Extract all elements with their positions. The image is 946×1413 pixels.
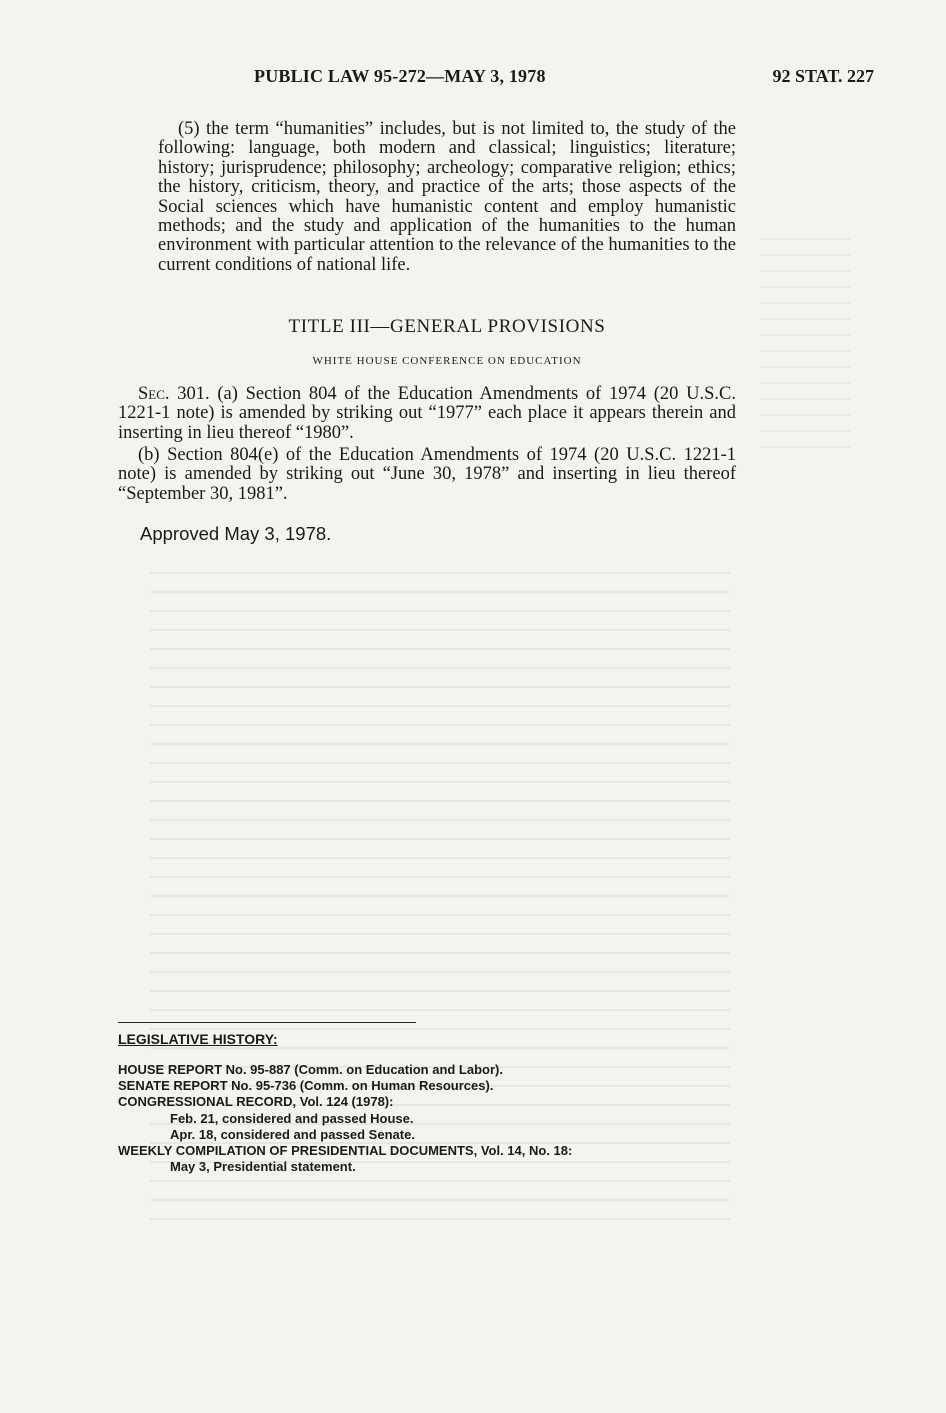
legislative-history-heading: LEGISLATIVE HISTORY: <box>118 1031 278 1047</box>
history-entry-weekly-compilation: WEEKLY COMPILATION OF PRESIDENTIAL DOCUMENTS, Vol. 14, No. 18: <box>118 1143 573 1159</box>
section-heading: WHITE HOUSE CONFERENCE ON EDUCATION <box>312 355 582 367</box>
title-heading: TITLE III—GENERAL PROVISIONS <box>288 316 606 337</box>
page-header-stat-citation: 92 STAT. 227 <box>772 66 874 86</box>
legislative-history-list <box>118 1062 738 1175</box>
section-301-paragraph-a <box>118 385 736 443</box>
history-entry-house-report: HOUSE REPORT No. 95-887 (Comm. on Education and Labor). <box>118 1062 503 1077</box>
history-entry-presidential-statement: May 3, Presidential statement. <box>170 1159 356 1175</box>
humanities-definition-paragraph: (5) the term “humanities” includes, but is not limited to, the study of the following: language, both modern and classical; linguistics; literature; history; jurisprudence; philosophy; archeology; comparative religion; ethics; the history, criticism, theory, and practice of the arts; those aspects of the Social sciences which have humanistic content and employ humanistic methods; and the study and application of the humanities to the human environment with particular attention to the relevance of the humanities to the current conditions of national life. <box>158 119 736 275</box>
history-entry-senate-report: SENATE REPORT No. 95-736 (Comm. on Human Resources). <box>118 1078 494 1094</box>
history-entry-congressional-record: CONGRESSIONAL RECORD, Vol. 124 (1978): <box>118 1094 394 1110</box>
section-301-label: Sec. 301. <box>138 384 210 404</box>
page-header-title: PUBLIC LAW 95-272—MAY 3, 1978 <box>254 66 546 86</box>
section-301-a-text: (a) Section 804 of the Education Amendments of 1974 (20 U.S.C. 1221-1 note) is amended by striking out “1977” each place it appears therein and inserting in lieu thereof “1980”. <box>118 384 737 443</box>
history-entry-senate-passage: Apr. 18, considered and passed Senate. <box>170 1126 415 1142</box>
reverse-page-margin-bleed-through <box>760 230 850 460</box>
history-entry-house-passage: Feb. 21, considered and passed House. <box>170 1110 414 1126</box>
legislative-history-rule <box>118 1022 416 1023</box>
approval-date: Approved May 3, 1978. <box>140 523 332 544</box>
section-301-paragraph-b: (b) Section 804(e) of the Education Amendments of 1974 (20 U.S.C. 1221-1 note) is amended by striking out “June 30, 1978” and inserting in lieu thereof “September 30, 1981”. <box>118 445 736 504</box>
